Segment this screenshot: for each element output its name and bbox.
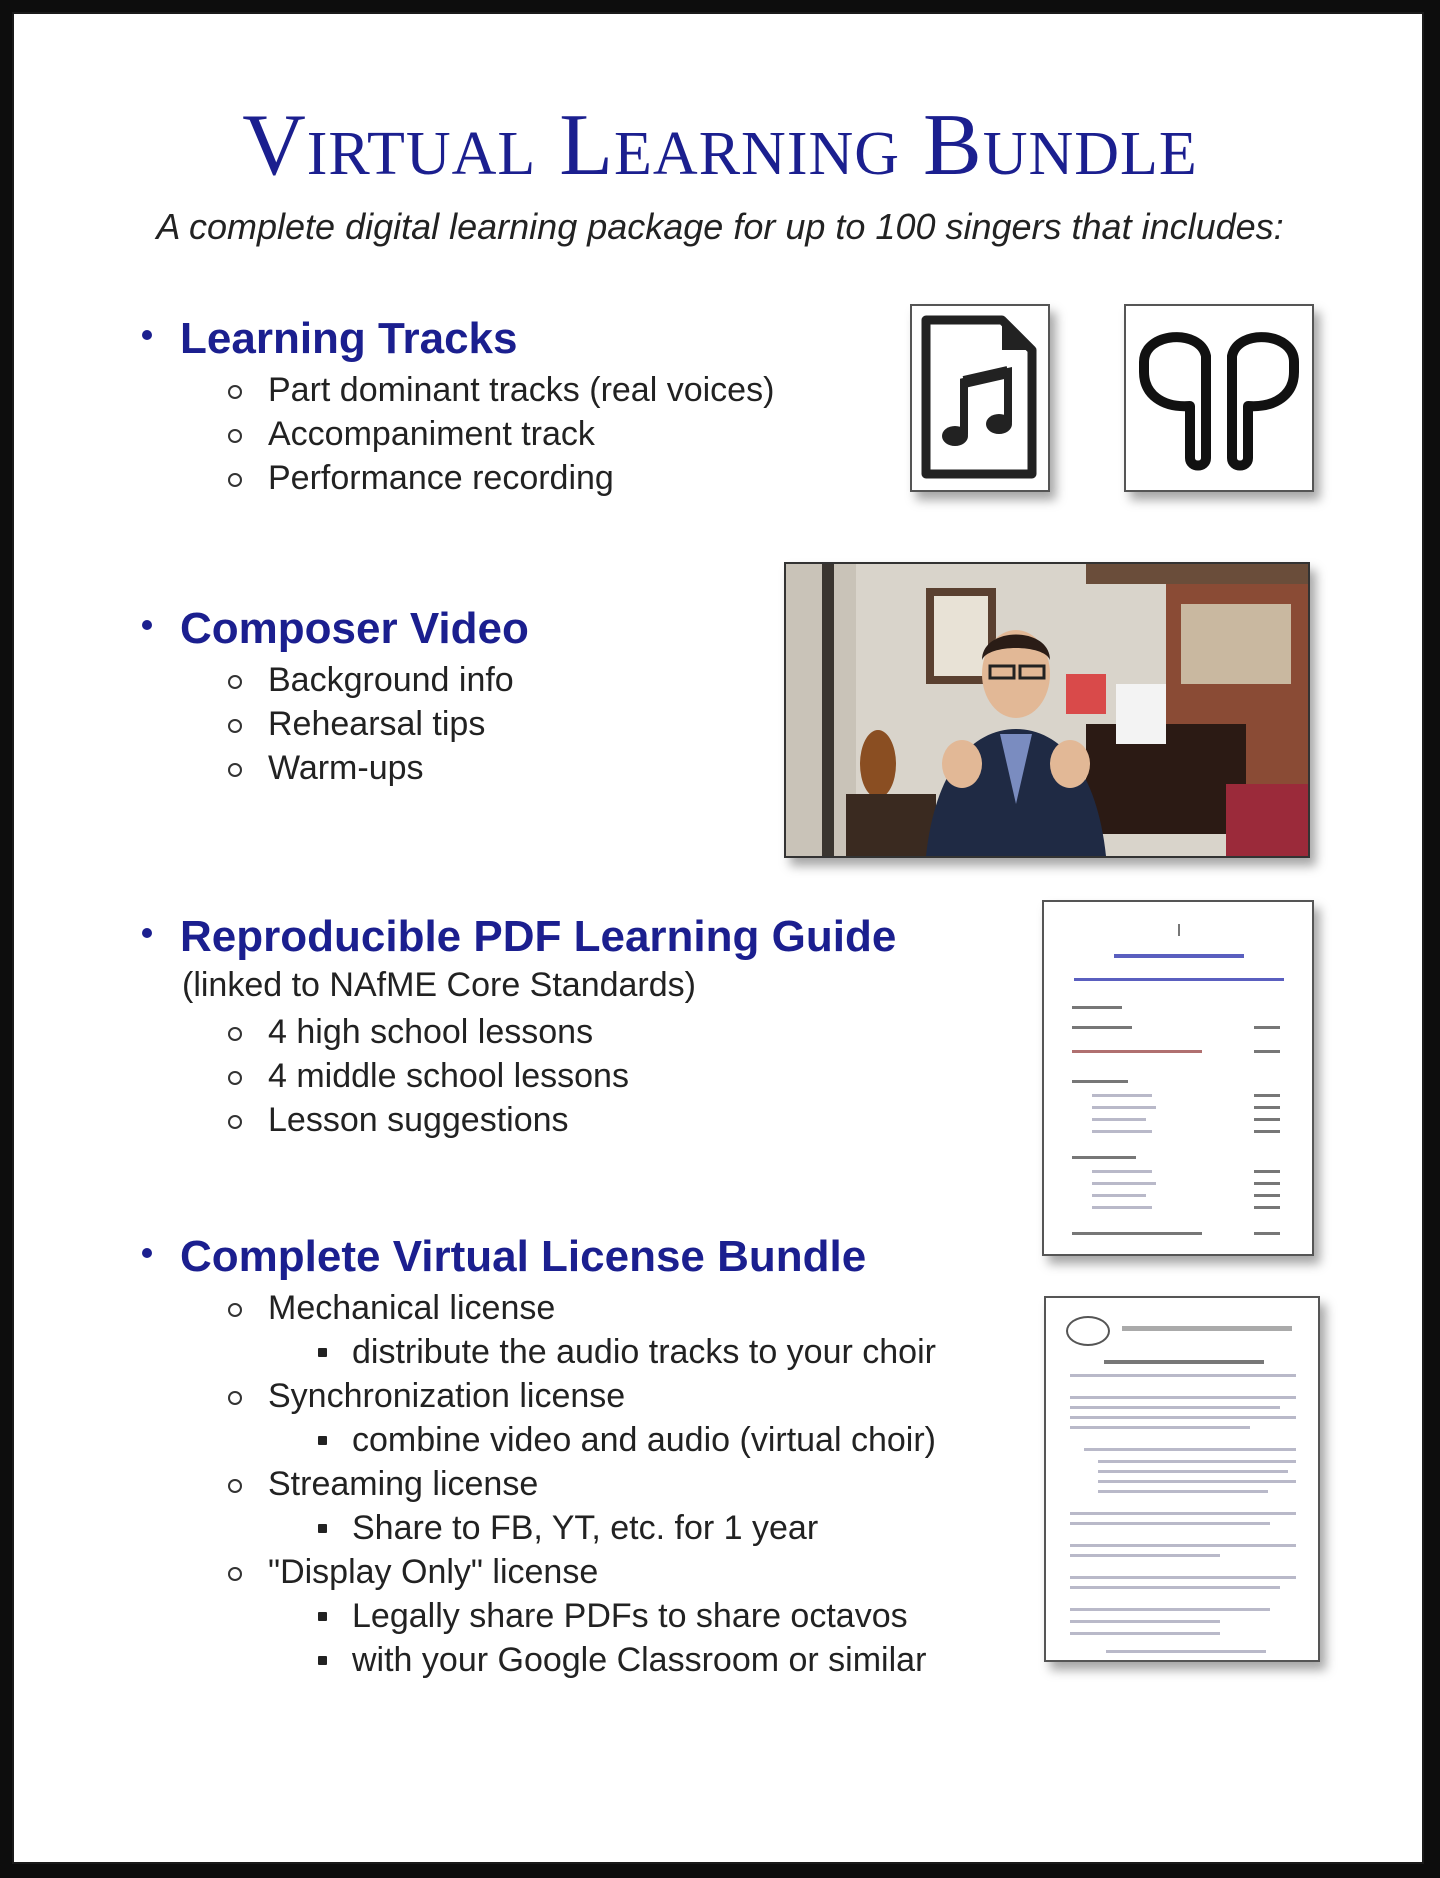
sub-list-item: Legally share PDFs to share octavos: [226, 1594, 936, 1638]
sub-list-item: combine video and audio (virtual choir): [226, 1418, 936, 1462]
list-item: 4 high school lessons: [226, 1010, 629, 1054]
page-title: Virtual Learning Bundle: [242, 97, 1198, 194]
flyer-page: [12, 12, 1424, 1864]
section-title-composer-video: Composer Video: [142, 604, 529, 654]
list-item: Background info: [226, 658, 514, 702]
list-item: Accompaniment track: [226, 412, 774, 456]
list-item: Streaming license: [226, 1462, 936, 1506]
list-item: Rehearsal tips: [226, 702, 514, 746]
logo-icon: [1066, 1316, 1110, 1346]
sub-list-item: distribute the audio tracks to your choir: [226, 1330, 936, 1374]
list-item: Mechanical license: [226, 1286, 936, 1330]
license-list: [226, 1286, 936, 1682]
list-item: Lesson suggestions: [226, 1098, 629, 1142]
section-title-pdf-learning-guide: Reproducible PDF Learning Guide: [142, 912, 896, 962]
learning-tracks-list: [226, 368, 774, 500]
page-subtitle: A complete digital learning package for up to 100 singers that includes:: [156, 206, 1284, 247]
list-item: "Display Only" license: [226, 1550, 936, 1594]
section-title-license-bundle: Complete Virtual License Bundle: [142, 1232, 866, 1282]
list-item: Performance recording: [226, 456, 774, 500]
list-item: Warm-ups: [226, 746, 514, 790]
pdf-guide-list: [226, 1010, 629, 1142]
list-item: Part dominant tracks (real voices): [226, 368, 774, 412]
learning-guide-document-thumbnail: [1042, 900, 1314, 1256]
section-title-learning-tracks: Learning Tracks: [142, 314, 517, 364]
bullet-icon: [142, 620, 152, 630]
earbuds-icon: [1124, 304, 1314, 492]
bullet-icon: [142, 928, 152, 938]
list-item: Synchronization license: [226, 1374, 936, 1418]
license-document-thumbnail: [1044, 1296, 1320, 1662]
bullet-icon: [142, 1248, 152, 1258]
composer-video-list: [226, 658, 514, 790]
list-item: 4 middle school lessons: [226, 1054, 629, 1098]
composer-video-thumbnail: [784, 562, 1310, 858]
standards-note: (linked to NAfME Core Standards): [182, 966, 696, 1004]
sub-list-item-continued: with your Google Classroom or similar: [226, 1638, 936, 1682]
bullet-icon: [142, 330, 152, 340]
music-file-icon: [910, 304, 1050, 492]
sub-list-item: Share to FB, YT, etc. for 1 year: [226, 1506, 936, 1550]
